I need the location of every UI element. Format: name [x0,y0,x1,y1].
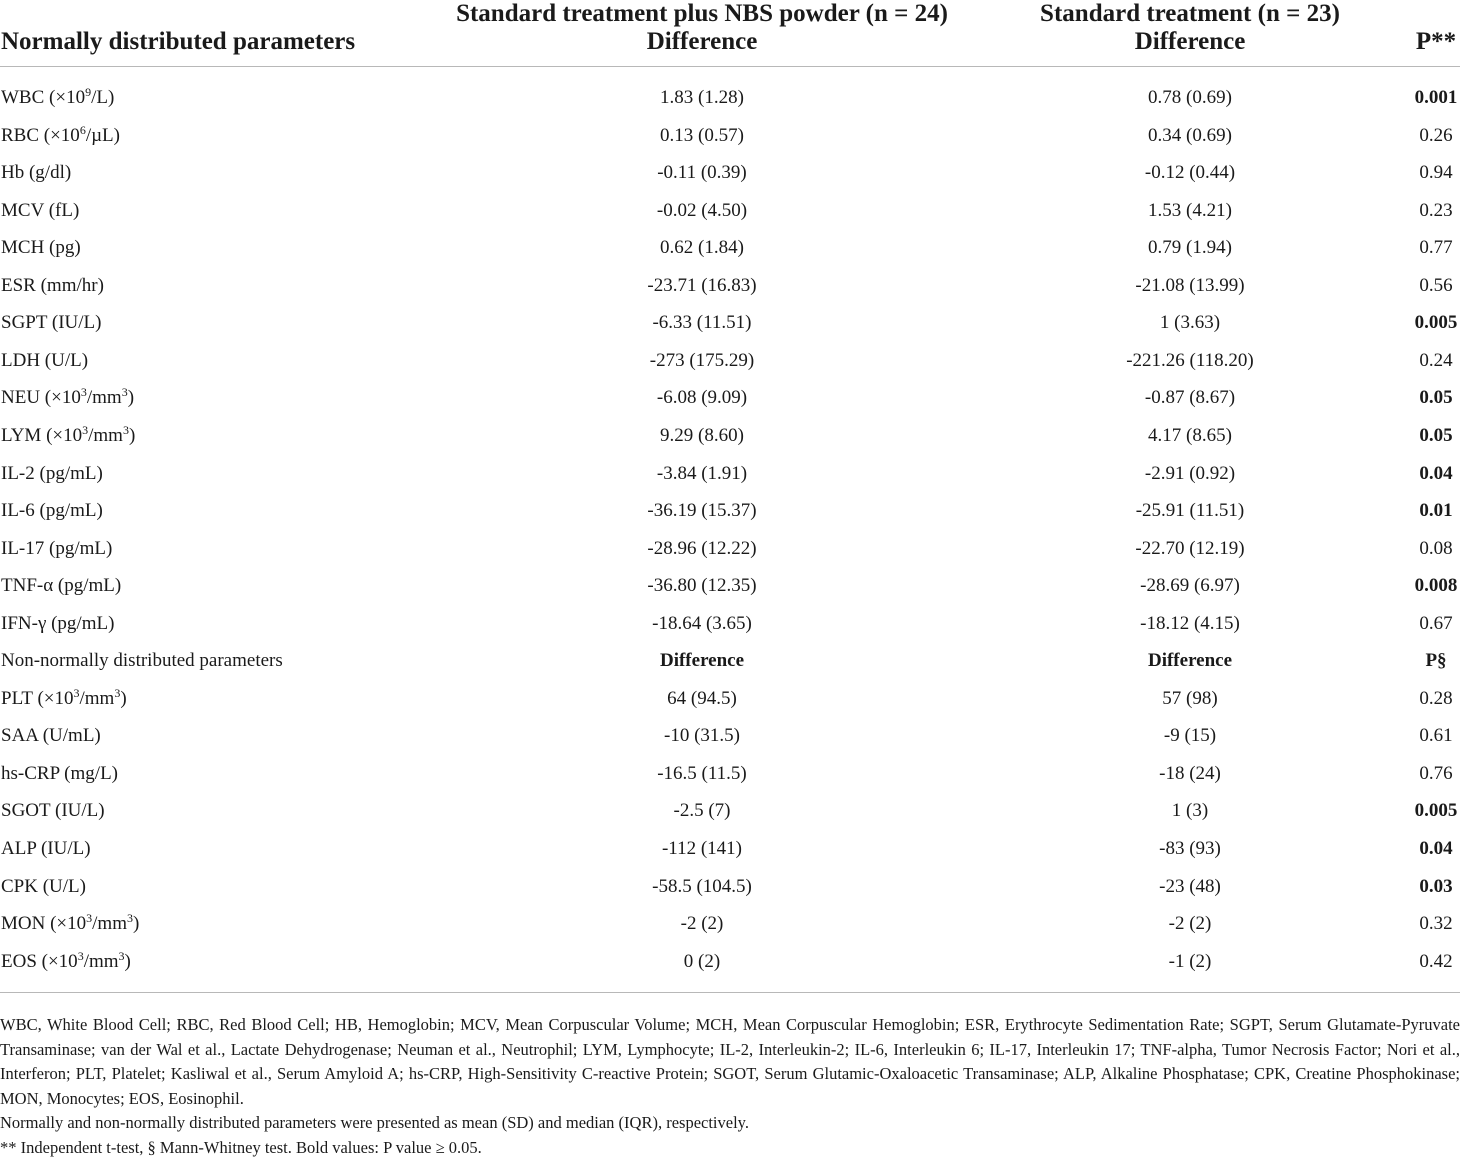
parameter-name: LYM $(\times 10^3/mm^3)$ [1,417,135,454]
p-value: 0.23 [1419,192,1452,229]
group1-value: -6.33 (11.51) [652,304,751,341]
group2-value: -2.91 (0.92) [1145,455,1235,492]
p-value: 0.03 [1419,868,1452,905]
table-row [0,830,1460,867]
parameter-name: MCV (fL) [1,192,79,229]
group2-value: -2 (2) [1169,905,1212,942]
presentation-note: Normally and non-normally distributed parameters were presented as mean (SD) and median (IQR), respectively. [0,1111,1460,1136]
table-row [0,868,1460,905]
group1-difference-subheader: Difference [660,642,744,679]
group1-value: -36.80 (12.35) [647,567,756,604]
p-value: 0.24 [1419,342,1452,379]
p-value: 0.005 [1415,792,1458,829]
table-row [0,417,1460,454]
group2-value: 57 (98) [1162,680,1217,717]
p-value: 0.26 [1419,117,1452,154]
p-value: 0.01 [1419,492,1452,529]
p-value: 0.05 [1419,379,1452,416]
p-value: 0.04 [1419,830,1452,867]
group1-value: 0.62 (1.84) [660,229,744,266]
group1-value: -6.08 (9.09) [657,379,747,416]
group1-value: -58.5 (104.5) [652,868,752,905]
group2-value: 0.34 (0.69) [1148,117,1232,154]
p-value: 0.001 [1415,79,1458,116]
abbreviations-note: WBC, White Blood Cell; RBC, Red Blood Cell; HB, Hemoglobin; MCV, Mean Corpuscular Volume; MCH, Mean Corpuscular Hemoglobin; ESR, Erythrocyte Sedimentation Rate; SGPT, Serum Glutamate-Pyruvate Transaminase; van der Wal et al., Lactate Dehydrogenase; Neuman et al., Neutrophil; LYM, Lymphocyte; IL-2, Interleukin-2; IL-6, Interleukin 6; IL-17, Interleukin 17; TNF-alpha, Tumor Necrosis Factor; Nori et al., Interferon; PLT, Platelet; Kasliwal et al., Serum Amyloid A; hs-CRP, High-Sensitivity C-reactive Protein; SGOT, Serum Glutamic-Oxaloacetic Transaminase; ALP, Alkaline Phosphatase; CPK, Creatine Phosphokinase; MON, Monocytes; EOS, Eosinophil. [0,1013,1460,1111]
group2-value: 0.78 (0.69) [1148,79,1232,116]
group1-value: -10 (31.5) [664,717,740,754]
parameter-name: MON $(\times 10^3/mm^3)$ [1,905,139,942]
parameter-name: IL-17 (pg/mL) [1,530,112,567]
group1-value: -28.96 (12.22) [647,530,756,567]
group2-value: 1 (3.63) [1160,304,1220,341]
tests-note: ** Independent t-test, § Mann-Whitney test. Bold values: P value ≥ 0.05. [0,1136,1460,1160]
parameter-name: SAA (U/mL) [1,717,101,754]
p-value: 0.05 [1419,417,1452,454]
p-value: 0.67 [1419,605,1452,642]
group1-value: -18.64 (3.65) [652,605,752,642]
table-row [0,530,1460,567]
group2-value: 4.17 (8.65) [1148,417,1232,454]
group2-difference-subheader: Difference [1148,642,1232,679]
p-value: 0.61 [1419,717,1452,754]
table-row [0,455,1460,492]
table-row [0,792,1460,829]
parameter-name: RBC $(\times 10^6/\mu L)$ [1,117,120,154]
parameter-name: hs-CRP (mg/L) [1,755,118,792]
p-value: 0.32 [1419,905,1452,942]
group2-value: 1.53 (4.21) [1148,192,1232,229]
group1-value: -2.5 (7) [674,792,731,829]
non-normal-subheader [0,642,1460,679]
table-row [0,943,1460,980]
group2-value: -18.12 (4.15) [1140,605,1240,642]
group2-value: -83 (93) [1159,830,1221,867]
group1-header: Standard treatment plus NBS powder (n = 24) [456,1,948,26]
parameter-name: EOS $(\times 10^3/mm^3)$ [1,943,131,980]
p-value: 0.28 [1419,680,1452,717]
group2-value: -25.91 (11.51) [1136,492,1245,529]
table-row [0,717,1460,754]
group1-value: -112 (141) [662,830,742,867]
group1-value: -0.11 (0.39) [657,154,747,191]
parameter-name: SGPT (IU/L) [1,304,101,341]
parameter-name: SGOT (IU/L) [1,792,105,829]
p-value: 0.008 [1415,567,1458,604]
group1-value: -0.02 (4.50) [657,192,747,229]
group1-value: -23.71 (16.83) [647,267,756,304]
table-row [0,605,1460,642]
table-row [0,154,1460,191]
p-value: 0.08 [1419,530,1452,567]
group1-value: -273 (175.29) [650,342,754,379]
parameter-name: CPK (U/L) [1,868,86,905]
header-divider [0,66,1460,67]
table-row [0,342,1460,379]
parameter-name: ALP (IU/L) [1,830,91,867]
table-row [0,905,1460,942]
row-label-header: Normally distributed parameters [1,29,355,54]
table-row [0,79,1460,116]
p-value: 0.76 [1419,755,1452,792]
p-value: 0.42 [1419,943,1452,980]
group2-value: -1 (2) [1169,943,1212,980]
group1-value: -36.19 (15.37) [647,492,756,529]
parameter-name: IL-2 (pg/mL) [1,455,103,492]
table-row [0,192,1460,229]
group1-value: -2 (2) [681,905,724,942]
group2-value: -28.69 (6.97) [1140,567,1240,604]
group1-value: 0.13 (0.57) [660,117,744,154]
parameter-name: LDH (U/L) [1,342,88,379]
group2-value: 0.79 (1.94) [1148,229,1232,266]
table-row [0,680,1460,717]
group2-value: -21.08 (13.99) [1135,267,1244,304]
p-value: 0.005 [1415,304,1458,341]
p-value: 0.94 [1419,154,1452,191]
group2-value: 1 (3) [1172,792,1208,829]
group2-value: -23 (48) [1159,868,1221,905]
group2-value: -221.26 (118.20) [1126,342,1254,379]
table-row [0,567,1460,604]
group2-difference-header: Difference [1135,29,1246,54]
group2-value: -18 (24) [1159,755,1221,792]
group2-value: -0.87 (8.67) [1145,379,1235,416]
parameter-name: PLT $(\times 10^3/mm^3)$ [1,680,127,717]
group1-value: 64 (94.5) [667,680,737,717]
table-row [0,755,1460,792]
table-row [0,267,1460,304]
group2-value: -0.12 (0.44) [1145,154,1235,191]
subheader-label: Non-normally distributed parameters [1,642,283,679]
group2-header: Standard treatment (n = 23) [1040,1,1340,26]
parameter-name: WBC $(\times 10^9/L)$ [1,79,114,116]
footer-divider [0,992,1460,993]
group1-value: -16.5 (11.5) [657,755,747,792]
parameter-name: IFN-γ (pg/mL) [1,605,114,642]
p-value: 0.04 [1419,455,1452,492]
parameter-name: ESR (mm/hr) [1,267,104,304]
p-value-header: P** [1416,29,1456,54]
footnotes [0,1013,1460,1160]
parameter-name: NEU $(\times 10^3/mm^3)$ [1,379,134,416]
group1-value: 9.29 (8.60) [660,417,744,454]
p-value: 0.56 [1419,267,1452,304]
table-row [0,379,1460,416]
group2-value: -9 (15) [1164,717,1216,754]
table-row [0,117,1460,154]
group1-value: 0 (2) [684,943,720,980]
group1-value: -3.84 (1.91) [657,455,747,492]
table-row [0,304,1460,341]
group1-difference-header: Difference [647,29,758,54]
parameter-name: TNF-α (pg/mL) [1,567,121,604]
parameter-name: Hb (g/dl) [1,154,71,191]
parameter-name: IL-6 (pg/mL) [1,492,103,529]
p-value: 0.77 [1419,229,1452,266]
group1-value: 1.83 (1.28) [660,79,744,116]
table-row [0,229,1460,266]
p-value-subheader: P§ [1425,642,1446,679]
parameter-name: MCH (pg) [1,229,81,266]
table-row [0,492,1460,529]
group2-value: -22.70 (12.19) [1135,530,1244,567]
